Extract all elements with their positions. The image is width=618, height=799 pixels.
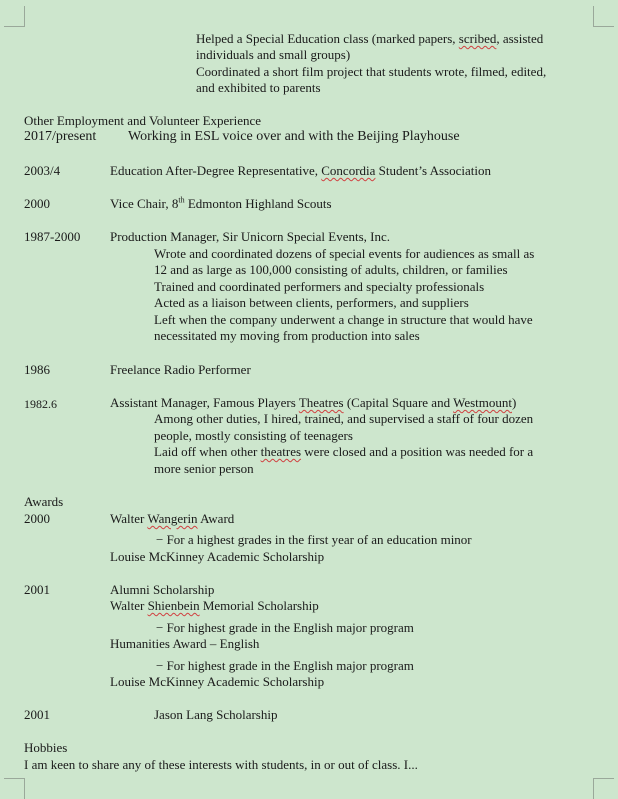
- award-title: Walter Wangerin Award: [110, 511, 235, 526]
- entry-title: Vice Chair, 8th Edmonton Highland Scouts: [110, 195, 332, 211]
- entry-title: Production Manager, Sir Unicorn Special Events, Inc.: [110, 229, 390, 244]
- entry-detail: Among other duties, I hired, trained, and supervised a staff of four dozen: [154, 411, 534, 426]
- entry-detail: Acted as a liaison between clients, performers, and suppliers: [154, 295, 469, 310]
- entry-date: 2000: [24, 196, 50, 211]
- entry-date: 2001: [24, 582, 50, 597]
- award-title: Humanities Award – English: [110, 636, 260, 651]
- award-title: Louise McKinney Academic Scholarship: [110, 549, 325, 564]
- section-heading: Other Employment and Volunteer Experience: [24, 113, 262, 128]
- entry-date: 2003/4: [24, 163, 61, 178]
- entry-detail: Trained and coordinated performers and specialty professionals: [154, 279, 485, 294]
- entry-title: Education After-Degree Representative, Concordia Student’s Association: [110, 163, 491, 178]
- page-corner-mark: [4, 6, 25, 27]
- entry-detail: 12 and as large as 100,000 consisting of adults, children, or families: [154, 262, 508, 277]
- text-line: individuals and small groups): [196, 47, 351, 62]
- section-heading: Awards: [24, 494, 64, 509]
- entry-detail: Laid off when other theatres were closed and a position was needed for a: [154, 444, 534, 459]
- entry-title: Assistant Manager, Famous Players Theatres (Capital Square and Westmount): [110, 395, 517, 410]
- entry-date: 1982.6: [24, 397, 57, 411]
- entry-detail: Wrote and coordinated dozens of special events for audiences as small as: [154, 246, 535, 261]
- entry-detail: Left when the company underwent a change in structure that would have: [154, 312, 533, 327]
- entry-date: 2017/present: [24, 129, 97, 144]
- award-title: Alumni Scholarship: [110, 582, 215, 597]
- entry-detail: necessitated my moving from production into sales: [154, 328, 420, 343]
- page-corner-mark: [4, 778, 25, 799]
- page-corner-mark: [593, 6, 614, 27]
- award-title: Louise McKinney Academic Scholarship: [110, 674, 325, 689]
- page-corner-mark: [593, 778, 614, 799]
- entry-date: 2000: [24, 511, 50, 526]
- text-line: Coordinated a short film project that students wrote, filmed, edited,: [196, 64, 547, 79]
- entry-date: 2001: [24, 707, 50, 722]
- award-note: − For highest grade in the English major program: [156, 620, 414, 635]
- entry-date: 1987-2000: [24, 229, 81, 244]
- text-line: Helped a Special Education class (marked papers, scribed, assisted: [196, 31, 544, 46]
- entry-text: Working in ESL voice over and with the Beijing Playhouse: [128, 129, 460, 144]
- award-note: − For highest grade in the English major program: [156, 658, 414, 673]
- entry-detail: more senior person: [154, 461, 254, 476]
- text-line: and exhibited to parents: [196, 80, 321, 95]
- hobbies-text: I am keen to share any of these interests with students, in or out of class. I...: [24, 757, 418, 772]
- entry-date: 1986: [24, 362, 50, 377]
- award-title: Walter Shienbein Memorial Scholarship: [110, 598, 319, 613]
- award-note: − For a highest grades in the first year of an education minor: [156, 532, 472, 547]
- entry-detail: people, mostly consisting of teenagers: [154, 428, 353, 443]
- section-heading: Hobbies: [24, 740, 68, 755]
- entry-title: Freelance Radio Performer: [110, 362, 251, 377]
- award-title: Jason Lang Scholarship: [154, 707, 278, 722]
